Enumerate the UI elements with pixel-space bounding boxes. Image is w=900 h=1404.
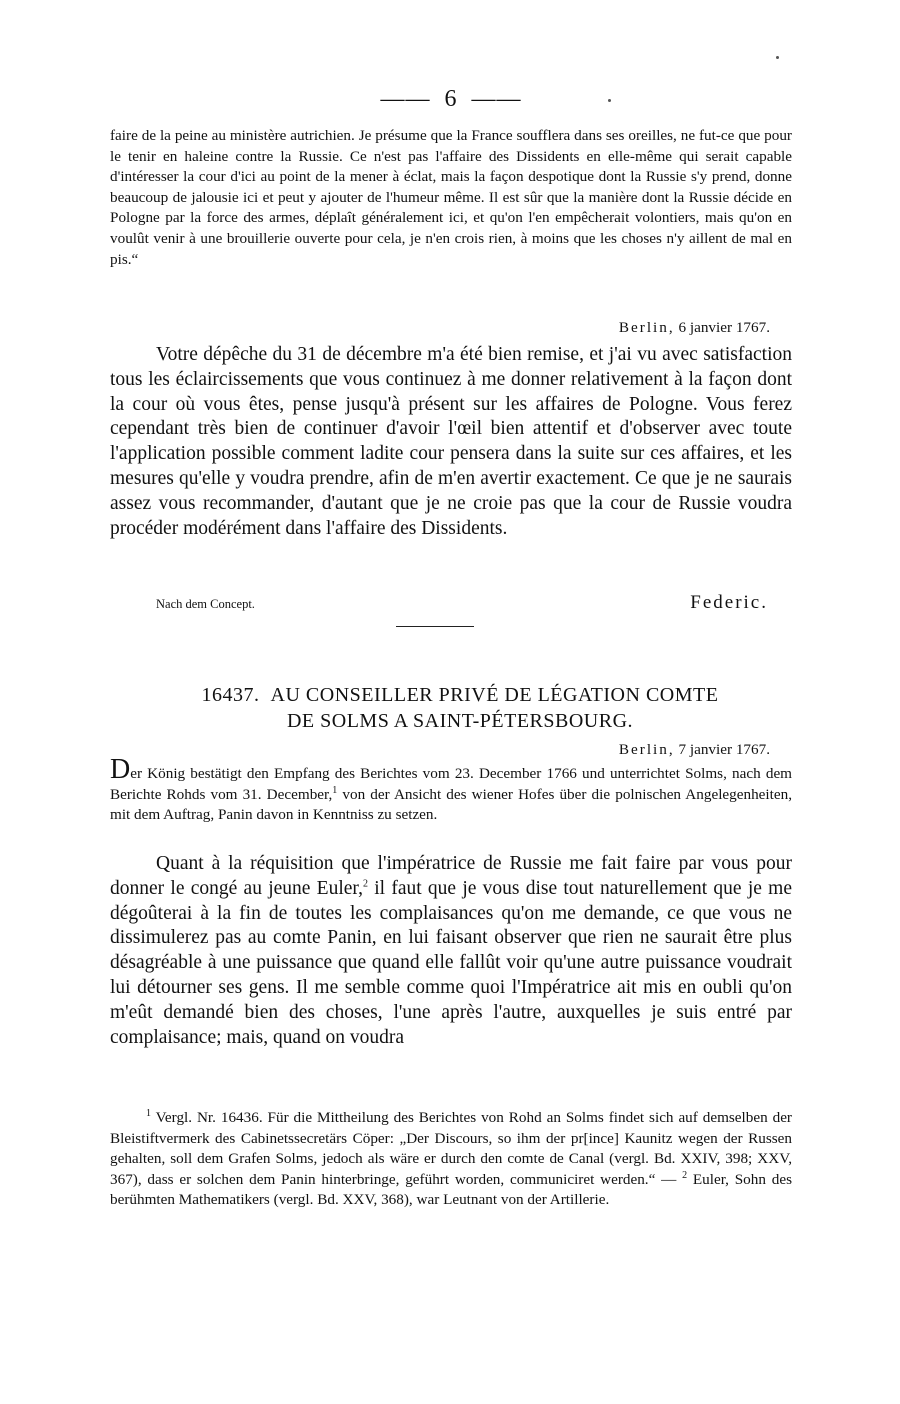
page-header — [110, 86, 792, 113]
heading-line-1: AU CONSEILLER PRIVÉ DE LÉGATION COMTE — [270, 684, 719, 706]
section-divider — [396, 626, 474, 627]
body-text-a: Quant à la réquisition que l'impératrice de Russie me fait faire par vous pour donner le congé au jeune Euler, — [110, 853, 792, 899]
source-note: Nach dem Concept. — [156, 597, 255, 611]
dateline-place: Berlin, — [618, 741, 675, 758]
letter-body-2 — [110, 852, 792, 1050]
footnote-ref-1[interactable]: 1 — [332, 784, 338, 796]
body-text-b: il faut que je vous dise tout naturellement que je me dégoûterai à la fin de toutes les complaisances qu'on me demande, ce que vous ne dissimulerez pas au comte Panin, en lui faisant observer que rien ne saurait être plus désagréable à une puissance que quand elle fallût voir qu'une autre puissance voudrait lui détourner ses gens. Il me semble comme quoi l'Impératrice ait mis en oubli qu'on m'eût demandé bien des choses, l'une après l'autre, auxquelles je suis entré par complaisance; mais, quand on voudra — [110, 877, 792, 1048]
scan-speck — [608, 99, 611, 102]
drop-cap: D — [110, 754, 131, 785]
summary-text-b: von der Ansicht des wiener Hofes über die polnischen Angelegenheiten, mit dem Auftrag, Panin davon in Kenntniss zu setzen. — [110, 785, 792, 824]
signature: Federic. — [690, 592, 768, 613]
dateline-date: 7 janvier 1767. — [678, 741, 770, 758]
quoted-report: faire de la peine au ministère autrichien. Je présume que la France soufflera dans ses oreilles, ne fut-ce que pour le tenir en haleine contre la Russie. Ce n'est pas l'affaire des Dissidents en elle-même qui serait capable d'intéresser la cour d'ici au point de la mener à éclat, mais la façon despotique dont la Russie s'y prend, donne beaucoup de jalousie ici et peut y ajouter de l'humeur même. Il est sûr que la manière dont la Russie décide en Pologne par la force des armes, déplaît généralement ici, et qu'on l'en empêcherait volontiers, mais qu'on en voulût venir à une brouillerie ouverte pour cela, je n'en crois rien, à moins que les choses n'y aillent de mal en pis.“ — [110, 127, 792, 268]
dash-right: —— — [471, 86, 522, 112]
summary-text-a: er König bestätigt den Empfang des Berichtes vom 23. December 1766 und unterrichtet Solms, nach dem Berichte Rohds vom 31. December, — [110, 765, 792, 803]
dateline-2 — [110, 740, 770, 761]
dateline-date: 6 janvier 1767. — [678, 319, 770, 336]
letter-heading — [130, 682, 790, 734]
signature-line — [156, 592, 768, 614]
footnote-mark-1: 1 — [146, 1107, 151, 1119]
page-number: 6 — [444, 86, 458, 112]
scan-speck — [776, 56, 779, 59]
footnote-text-2: Euler, Sohn des berühmten Mathematikers (vergl. Bd. XXV, 368), war Leutnant von der Artillerie. — [110, 1170, 792, 1209]
footnote-mark-2: 2 — [682, 1169, 688, 1181]
heading-line-2: DE SOLMS A SAINT-PÉTERSBOURG. — [286, 710, 634, 732]
footnotes — [110, 1108, 792, 1211]
letter-body-1: Votre dépêche du 31 de décembre m'a été bien remise, et j'ai vu avec satisfaction tous les éclaircissements que vous continuez à me donner relativement à la façon dont la cour où vous êtes, pense jusqu'à présent sur les affaires de Pologne. Vous ferez cependant très bien de continuer d'avoir l'œil bien attentif et d'observer avec toute l'application possible comment ladite cour pensera dans la suite sur ces affaires, et les mesures qu'elle y voudra prendre, afin de m'en avertir exactement. Ce que je ne saurais assez vous recommander, d'autant que je ne croie pas que la cour de Russie voudra procéder modérément dans l'affaire des Dissidents. — [110, 344, 792, 539]
footnote-ref-2[interactable]: 2 — [363, 878, 368, 890]
dateline-place: Berlin, — [618, 319, 675, 336]
letter-number: 16437. — [201, 684, 260, 706]
footnote-text-1: Vergl. Nr. 16436. Für die Mittheilung des Berichtes von Rohd an Solms findet sich auf demselben der Bleistiftvermerk des Cabinetssecretärs Cöper: „Der Discours, so ihm der pr[ince] Kaunitz wegen der Russen gehalten, soll dem Grafen Solms, jedoch als wäre er durch den comte de Canal (vergl. Bd. XXIV, 398; XXV, 367), dass er solchen dem Panin hinterbringe, geführt worden, communiciret werden.“ — — [110, 1109, 792, 1188]
dash-left: —— — [380, 86, 431, 112]
summary — [110, 754, 792, 826]
dateline-1 — [110, 318, 770, 339]
